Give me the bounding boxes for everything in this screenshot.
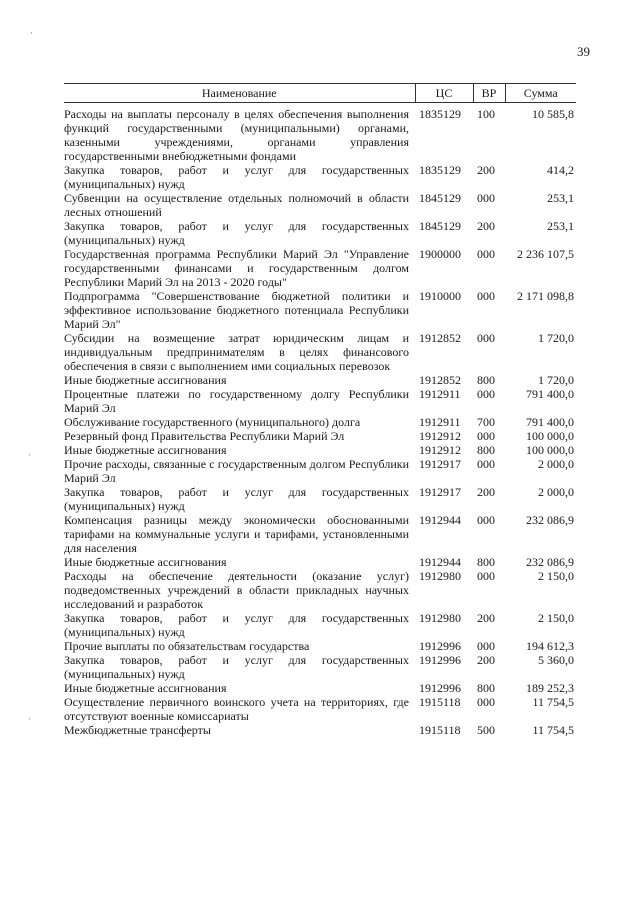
cell-vr: 000 [477,387,495,401]
cell-sum: 253,1 [547,191,574,205]
cell-vr: 000 [477,247,495,261]
cell-sum: 100 000,0 [526,429,574,443]
cell-name: Иные бюджетные ассигнования [64,681,227,695]
cell-cs: 1912852 [419,331,461,345]
cell-vr: 200 [477,485,495,499]
table-row [64,289,576,331]
cell-cs: 1912852 [419,373,461,387]
table-row [64,247,576,289]
cell-sum: 232 086,9 [526,513,574,527]
cell-name: Резервный фонд Правительства Республики Марий Эл [64,429,345,443]
header-cs: ЦС [415,84,473,103]
cell-vr: 000 [477,191,495,205]
cell-sum: 791 400,0 [526,415,574,429]
cell-vr: 000 [477,569,495,583]
table-row [64,373,576,387]
cell-name: Государственная программа Республики Марий Эл "Управление государственными финансами и государственным долгом Республики Марий Эл на 2013 - 2020 годы" [64,247,409,289]
cell-cs: 1912917 [419,457,461,471]
cell-sum: 100 000,0 [526,443,574,457]
cell-vr: 000 [477,457,495,471]
table-row [64,639,576,653]
table-row [64,513,576,555]
cell-vr: 000 [477,289,495,303]
table-row [64,331,576,373]
cell-sum: 11 754,5 [532,695,574,709]
cell-cs: 1835129 [419,163,461,177]
cell-name: Закупка товаров, работ и услуг для государственных (муниципальных) нужд [64,611,409,639]
cell-name: Закупка товаров, работ и услуг для государственных (муниципальных) нужд [64,653,409,681]
cell-vr: 000 [477,331,495,345]
table-row [64,681,576,695]
cell-name: Межбюджетные трансферты [64,723,211,737]
cell-name: Обслуживание государственного (муниципального) долга [64,415,361,429]
cell-vr: 000 [477,639,495,653]
cell-cs: 1912911 [419,387,461,401]
scan-speck: ˈ [30,31,34,42]
table-row [64,415,576,429]
cell-sum: 2 000,0 [538,457,574,471]
cell-vr: 200 [477,653,495,667]
cell-name: Иные бюджетные ассигнования [64,373,227,387]
table-row [64,429,576,443]
cell-name: Закупка товаров, работ и услуг для государственных (муниципальных) нужд [64,219,409,247]
cell-sum: 414,2 [547,163,574,177]
table-row [64,457,576,485]
cell-name: Иные бюджетные ассигнования [64,443,227,457]
cell-sum: 194 612,3 [526,639,574,653]
table-row [64,443,576,457]
cell-vr: 200 [477,219,495,233]
cell-name: Субвенции на осуществление отдельных полномочий в области лесных отношений [64,191,409,219]
cell-cs: 1912980 [419,611,461,625]
cell-sum: 232 086,9 [526,555,574,569]
cell-cs: 1900000 [419,247,461,261]
cell-cs: 1915118 [419,723,461,737]
cell-cs: 1912996 [419,681,461,695]
cell-cs: 1912996 [419,653,461,667]
cell-vr: 800 [477,373,495,387]
cell-name: Субсидии на возмещение затрат юридическим лицам и индивидуальным предпринимателям в целях финансового обеспечения в связи с выполнением ими социальных перевозок [64,331,409,373]
cell-name: Прочие выплаты по обязательствам государства [64,639,310,653]
cell-name: Иные бюджетные ассигнования [64,555,227,569]
scan-speck: ˈ [28,717,32,728]
cell-sum: 2 000,0 [538,485,574,499]
cell-name: Расходы на выплаты персоналу в целях обеспечения выполнения функций государственными (муниципальными) органами, казенными учреждениями, органами управления государственными внебюджетными фондами [64,107,409,163]
cell-vr: 500 [477,723,495,737]
cell-cs: 1910000 [419,289,461,303]
cell-sum: 2 150,0 [538,569,574,583]
cell-name: Закупка товаров, работ и услуг для государственных (муниципальных) нужд [64,485,409,513]
cell-name: Процентные платежи по государственному долгу Республики Марий Эл [64,387,409,415]
table-row [64,723,576,737]
table-row [64,219,576,247]
cell-sum: 253,1 [547,219,574,233]
header-sum: Сумма [505,84,576,103]
cell-vr: 200 [477,163,495,177]
table-row [64,555,576,569]
cell-cs: 1845129 [419,219,461,233]
header-name: Наименование [64,84,415,103]
cell-name: Компенсация разницы между экономически обоснованными тарифами на коммунальные услуги и тарифами, установленными для населения [64,513,409,555]
header-vr: ВР [473,84,505,103]
cell-name: Прочие расходы, связанные с государственным долгом Республики Марий Эл [64,457,409,485]
cell-name: Закупка товаров, работ и услуг для государственных (муниципальных) нужд [64,163,409,191]
cell-sum: 1 720,0 [538,373,574,387]
cell-sum: 1 720,0 [538,331,574,345]
cell-sum: 10 585,8 [532,107,574,121]
table-row [64,653,576,681]
cell-sum: 2 236 107,5 [517,247,574,261]
cell-cs: 1912996 [419,639,461,653]
table-row [64,569,576,611]
cell-sum: 2 150,0 [538,611,574,625]
page-number: 39 [577,44,590,59]
cell-vr: 000 [477,429,495,443]
cell-cs: 1835129 [419,107,461,121]
table-row [64,611,576,639]
table-row [64,163,576,191]
table-body [64,103,576,738]
scan-speck: ˈ [28,453,32,464]
cell-vr: 700 [477,415,495,429]
cell-cs: 1912980 [419,569,461,583]
cell-cs: 1912944 [419,513,461,527]
cell-cs: 1912912 [419,443,461,457]
cell-vr: 800 [477,443,495,457]
cell-cs: 1915118 [419,695,461,709]
cell-sum: 5 360,0 [538,653,574,667]
table-row [64,103,576,164]
budget-table [64,83,576,737]
table-header-row [64,84,576,103]
cell-sum: 2 171 098,8 [517,289,574,303]
table-row [64,191,576,219]
cell-name: Осуществление первичного воинского учета на территориях, где отсутствуют военные комиссариаты [64,695,409,723]
cell-vr: 100 [477,107,495,121]
cell-vr: 000 [477,513,495,527]
cell-cs: 1912912 [419,429,461,443]
cell-name: Подпрограмма "Совершенствование бюджетной политики и эффективное использование бюджетного потенциала Республики Марий Эл" [64,289,409,331]
cell-cs: 1912917 [419,485,461,499]
cell-sum: 189 252,3 [526,681,574,695]
cell-vr: 800 [477,555,495,569]
cell-vr: 200 [477,611,495,625]
cell-sum: 791 400,0 [526,387,574,401]
cell-sum: 11 754,5 [532,723,574,737]
table-row [64,695,576,723]
table-row [64,387,576,415]
cell-cs: 1845129 [419,191,461,205]
cell-vr: 000 [477,695,495,709]
table-row [64,485,576,513]
cell-cs: 1912911 [419,415,461,429]
cell-vr: 800 [477,681,495,695]
cell-name: Расходы на обеспечение деятельности (оказание услуг) подведомственных учреждений в области прикладных научных исследований и разработок [64,569,409,611]
cell-cs: 1912944 [419,555,461,569]
